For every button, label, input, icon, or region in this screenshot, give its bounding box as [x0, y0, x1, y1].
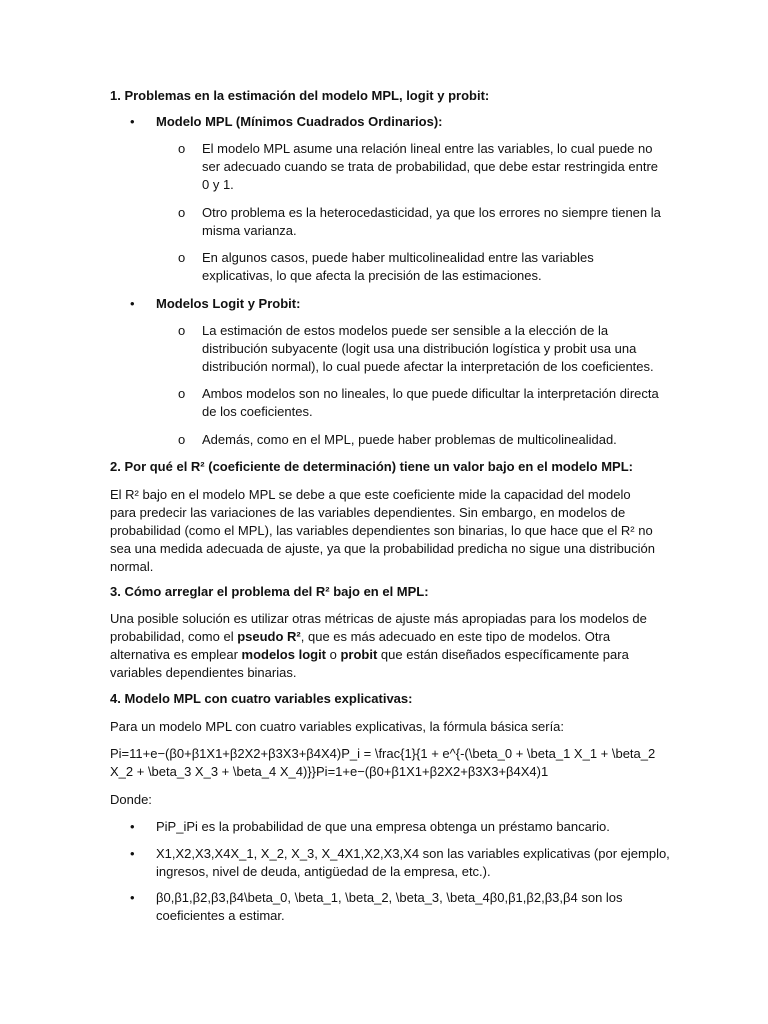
modelos-logit-term: modelos logit — [241, 647, 327, 662]
section-2-paragraph: El R² bajo en el modelo MPL se debe a que este coeficiente mide la capacidad del modelo para predecir las variaciones de las variables dependientes. Sin embargo, en modelos de probabilidad (como el MPL), las variables dependientes son binarias, lo que hace que el R² no sea una medida adecuada de ajuste, ya que la probabilidad predicha no sigue una distribución normal. — [110, 487, 655, 574]
sub-item-text: En algunos casos, puede haber multicolinealidad entre las variables explicativas, lo que afecta la precisión de las estimaciones. — [202, 250, 594, 283]
bullet-marker: • — [130, 819, 135, 834]
sub-marker: o — [178, 250, 186, 265]
sub-marker: o — [178, 205, 186, 220]
sub-item-text: La estimación de estos modelos puede ser sensible a la elección de la distribución subyacente (logit usa una distribución logística y probit usa una distribución normal), lo cual puede afectar la interpretación de los coeficientes. — [202, 323, 654, 374]
sub-marker: o — [178, 141, 186, 156]
section-3-heading: 3. Cómo arreglar el problema del R² bajo en el MPL: — [110, 584, 429, 599]
sub-item-text: Ambos modelos son no lineales, lo que puede dificultar la interpretación directa de los coeficientes. — [202, 386, 659, 419]
formula-text: Pi=11+e−(β0+β1X1+β2X2+β3X3+β4X4)P_i = \frac{1}{1 + e^{-(\beta_0 + \beta_1 X_1 + \beta_2 X_2 + \beta_3 X_3 + \beta_4 X_4)}}Pi=1+e−(β0+β1X1+β2X2+β3X3+β4X4)1 — [110, 746, 656, 779]
section-3-paragraph — [110, 610, 660, 682]
variable-definition: β0,β1,β2,β3,β4\beta_0, \beta_1, \beta_2, \beta_3, \beta_4β0,β1,β2,β3,β4 son los coeficientes a estimar. — [156, 890, 623, 923]
sub-item-text: Además, como en el MPL, puede haber problemas de multicolinealidad. — [202, 432, 617, 447]
variable-definition: PiP_iPi es la probabilidad de que una empresa obtenga un préstamo bancario. — [156, 819, 610, 834]
bullet-marker: • — [130, 890, 135, 905]
bullet-marker: • — [130, 296, 135, 311]
bullet-marker: • — [130, 846, 135, 861]
section-4-heading: 4. Modelo MPL con cuatro variables explicativas: — [110, 691, 413, 706]
sub-item-text: El modelo MPL asume una relación lineal entre las variables, lo cual puede no ser adecuado cuando se trata de probabilidad, que debe estar restringida entre 0 y 1. — [202, 141, 659, 192]
section-3-text: o — [326, 647, 341, 662]
pseudo-r2-term: pseudo R² — [237, 629, 301, 644]
bullet-marker: • — [130, 114, 135, 129]
sub-marker: o — [178, 432, 186, 447]
mpl-label: Modelo MPL (Mínimos Cuadrados Ordinarios): — [156, 114, 443, 129]
sub-marker: o — [178, 323, 186, 338]
variable-definition: X1,X2,X3,X4X_1, X_2, X_3, X_4X1,X2,X3,X4 son las variables explicativas (por ejemplo, ingresos, nivel de deuda, antigüedad de la empresa, etc.). — [156, 846, 670, 879]
sub-item-text: Otro problema es la heterocedasticidad, ya que los errores no siempre tienen la misma varianza. — [202, 205, 661, 238]
section-4-intro: Para un modelo MPL con cuatro variables explicativas, la fórmula básica sería: — [110, 719, 565, 734]
section-2-heading: 2. Por qué el R² (coeficiente de determinación) tiene un valor bajo en el modelo MPL: — [110, 459, 633, 474]
section-3-text: que están diseñados específicamente para variables dependientes binarias. — [110, 647, 629, 680]
section-3-text: , que es más adecuado en este tipo de modelos. Otra alternativa es emplear — [110, 629, 611, 662]
section-3-text: Una posible solución es utilizar otras métricas de ajuste más apropiadas para los modelos de probabilidad, como el — [110, 611, 647, 644]
logit-probit-label: Modelos Logit y Probit: — [156, 296, 301, 311]
probit-term: probit — [340, 647, 378, 662]
donde-label: Donde: — [110, 792, 152, 807]
section-1-heading: 1. Problemas en la estimación del modelo MPL, logit y probit: — [110, 88, 490, 103]
sub-marker: o — [178, 386, 186, 401]
